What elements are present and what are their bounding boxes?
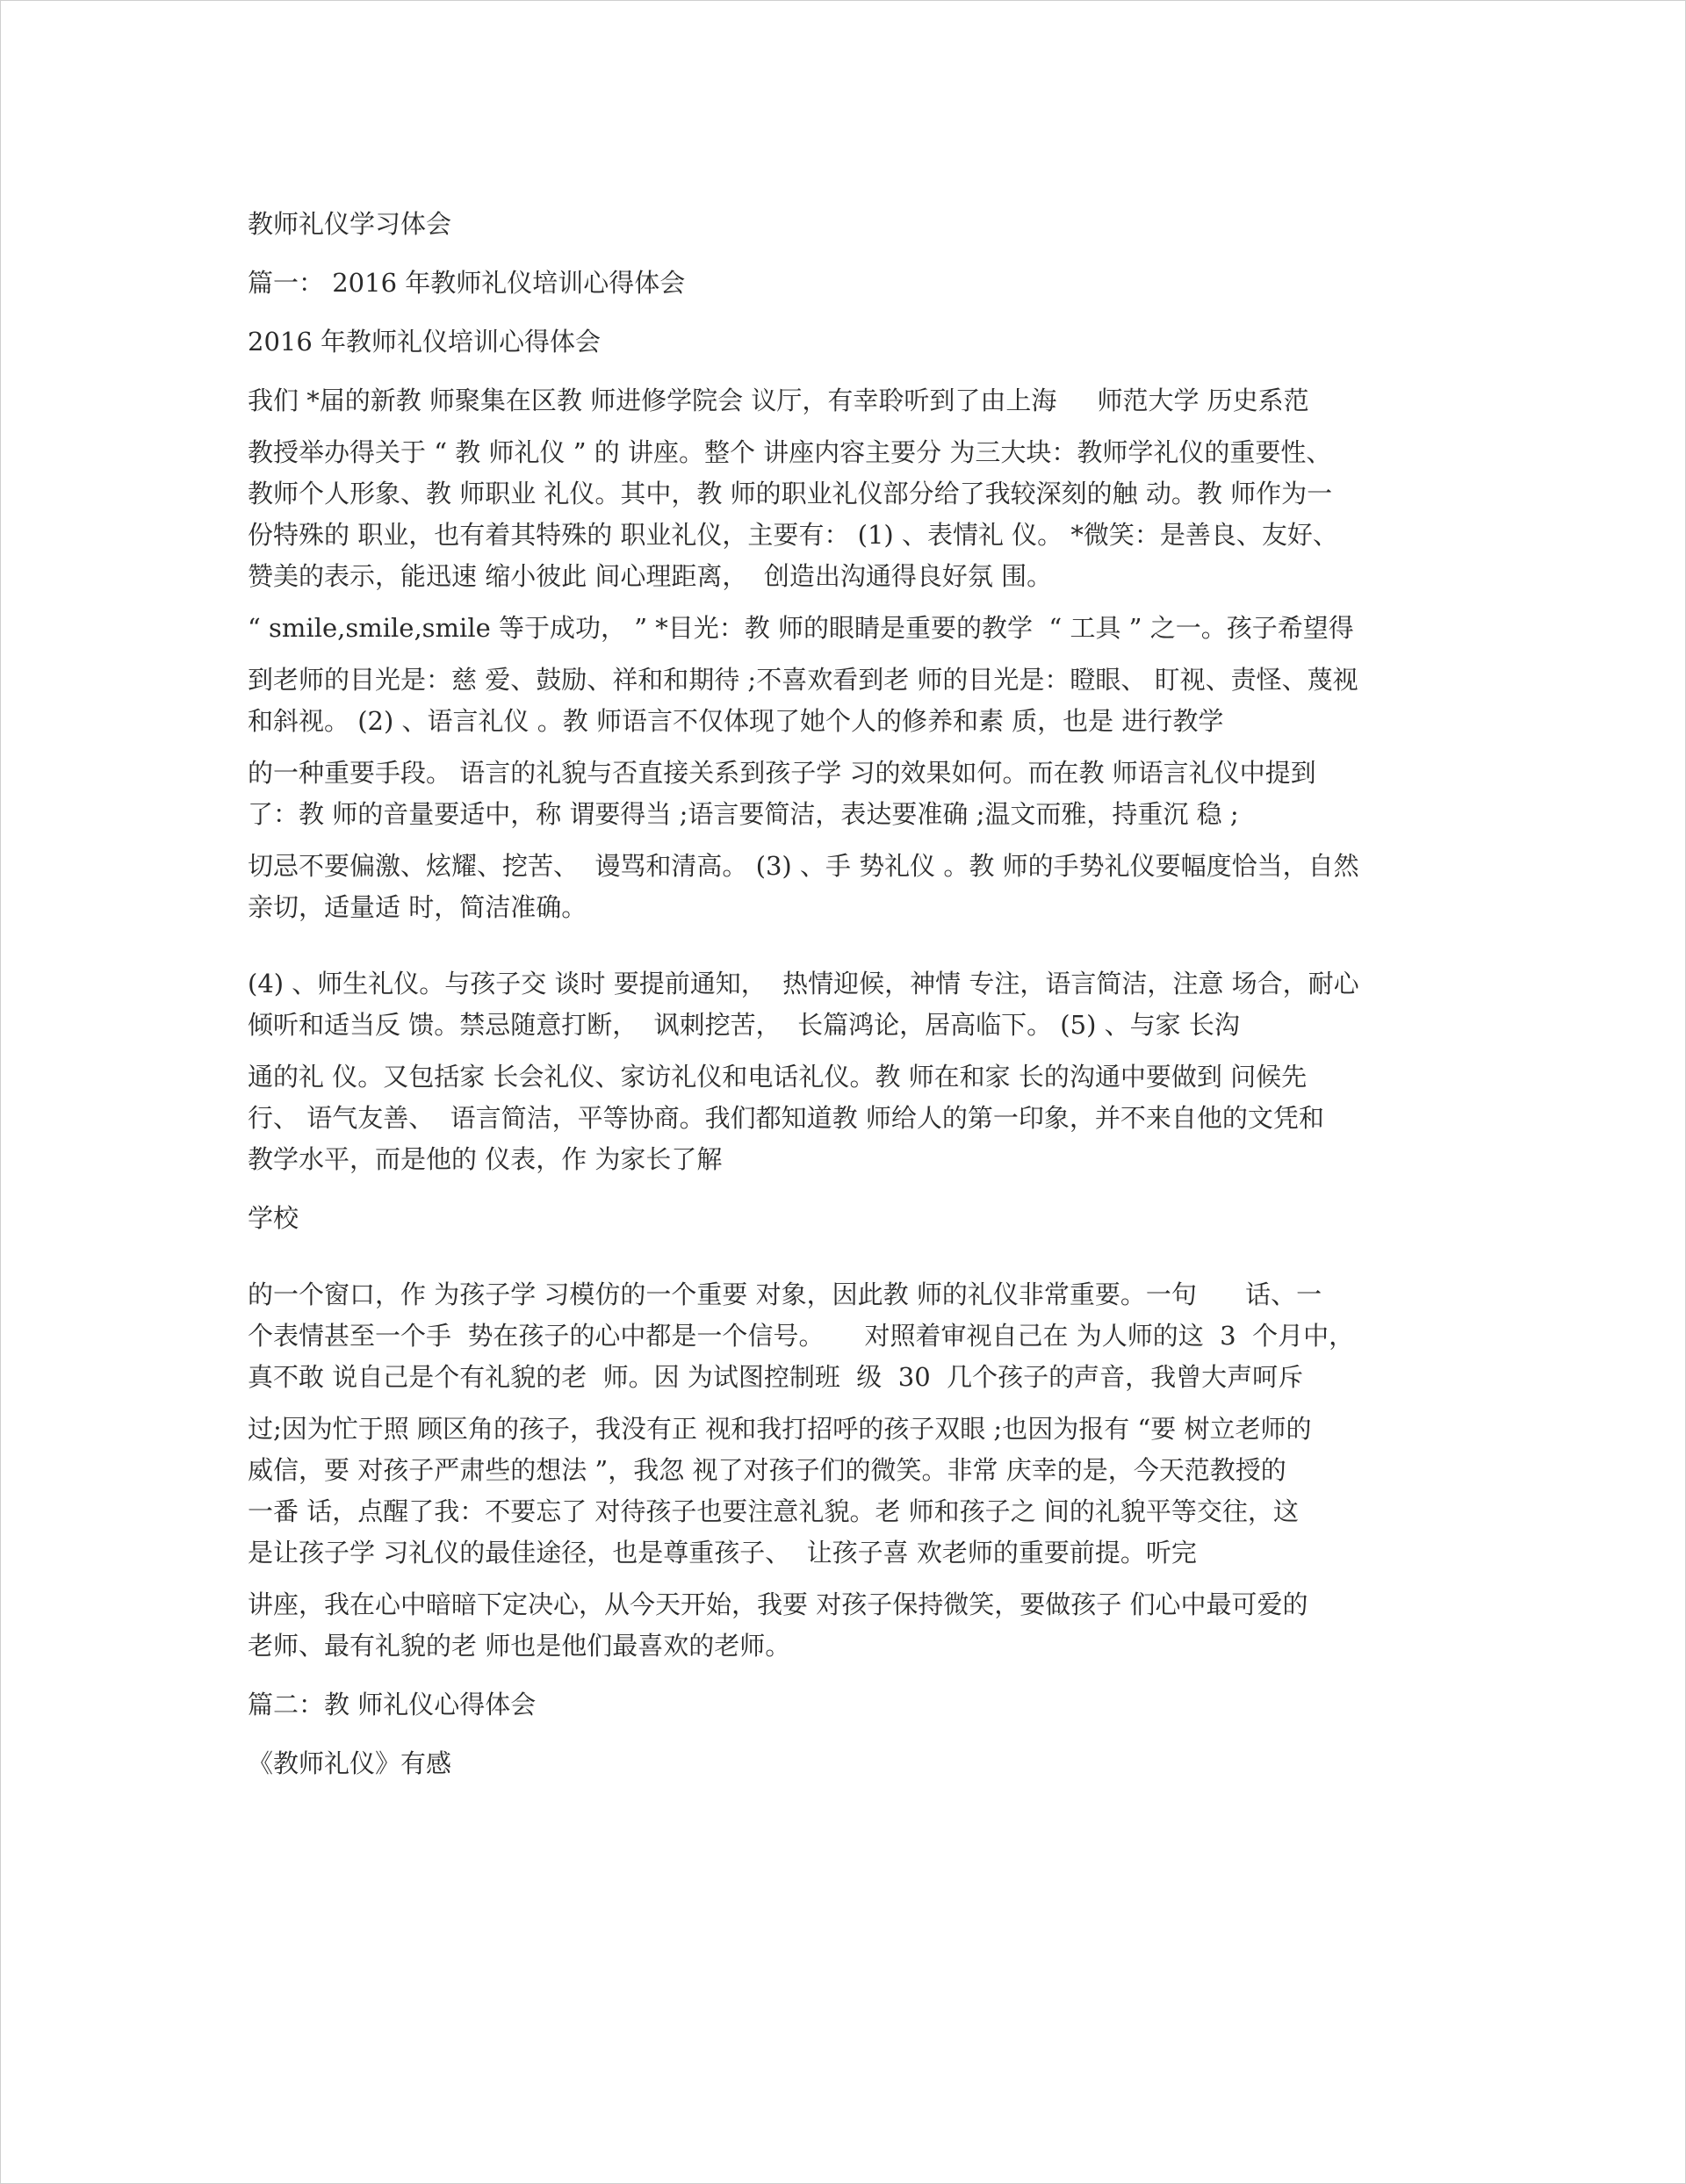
paragraph-line: 的一个窗口，作 为孩子学 习模仿的一个重要 对象，因此教 师的礼仪非常重要。一句 话、一 — [248, 1279, 1322, 1309]
paragraph-line: 过;因为忙于照 顾区角的孩子，我没有正 视和我打招呼的孩子双眼 ;也因为报有 “要 树立老师的 — [248, 1414, 1312, 1444]
paragraph-line: 行、 语气友善、 语言简洁，平等协商。我们都知道教 师给人的第一印象，并不来自他的文凭和 — [248, 1103, 1324, 1133]
paragraph-line: 通的礼 仪。又包括家 长会礼仪、家访礼仪和电话礼仪。教 师在和家 长的沟通中要做到 问候先 — [248, 1062, 1308, 1092]
paragraph-line: (4) 、师生礼仪。与孩子交 谈时 要提前通知， 热情迎候，神情 专注，语言简洁，注意 场合，耐心 — [248, 969, 1359, 998]
document-body — [248, 204, 1459, 1784]
paragraph-line: 到老师的目光是：慈 爱、鼓励、祥和和期待 ;不喜欢看到老 师的目光是：瞪眼、 盯视、责怪、蔑视 — [248, 665, 1358, 695]
paragraph-line: 教师个人形象、教 师职业 礼仪。其中，教 师的职业礼仪部分给了我较深刻的触 动。教 师作为一 — [248, 479, 1333, 508]
section-1-heading: 篇一： 2016 年教师礼仪培训心得体会 — [248, 268, 686, 298]
paragraph-line: 个表情甚至一个手 势在孩子的心中都是一个信号。 对照着审视自己在 为人师的这 3 个月中， — [248, 1321, 1355, 1351]
paragraph-line: 份特殊的 职业，也有着其特殊的 职业礼仪，主要有： (1) 、表情礼 仪。 *微笑：是善良、友好、 — [248, 520, 1338, 550]
section-2-heading: 篇二：教 师礼仪心得体会 — [248, 1690, 537, 1719]
document-title: 教师礼仪学习体会 — [248, 209, 452, 239]
paragraph-line: “ smile,smile,smile 等于成功， ” *目光：教 师的眼睛是重要的教学 “ 工具 ” 之一。孩子希望得 — [248, 613, 1354, 643]
paragraph-line: 我们 *届的新教 师聚集在区教 师进修学院会 议厅，有幸聆听到了由上海 师范大学 历史系范 — [248, 386, 1309, 415]
paragraph-line: 了：教 师的音量要适中，称 谓要得当 ;语言要简洁，表达要准确 ;温文而雅，持重沉 稳 ; — [248, 799, 1239, 829]
paragraph-line: 教学水平，而是他的 仪表，作 为家长了解 — [248, 1144, 723, 1174]
paragraph-line: 亲切，适量适 时，简洁准确。 — [248, 892, 587, 922]
paragraph-line: 一番 话，点醒了我：不要忘了 对待孩子也要注意礼貌。老 师和孩子之 间的礼貌平等交往，这 — [248, 1496, 1299, 1526]
paragraph-line: 讲座，我在心中暗暗下定决心，从今天开始，我要 对孩子保持微笑，要做孩子 们心中最可爱的 — [248, 1589, 1308, 1619]
paragraph-line: 倾听和适当反 馈。禁忌随意打断， 讽刺挖苦， 长篇鸿论，居高临下。 (5) 、与家 长沟 — [248, 1010, 1240, 1040]
section-2-subtitle: 《教师礼仪》有感 — [248, 1748, 452, 1778]
paragraph-line: 是让孩子学 习礼仪的最佳途径，也是尊重孩子、 让孩子喜 欢老师的重要前提。听完 — [248, 1538, 1197, 1568]
paragraph-line: 老师、最有礼貌的老 师也是他们最喜欢的老师。 — [248, 1631, 791, 1661]
paragraph-line: 教授举办得关于 “ 教 师礼仪 ” 的 讲座。整个 讲座内容主要分 为三大块：教师学礼仪的重要性、 — [248, 437, 1332, 467]
paragraph-line: 和斜视。 (2) 、语言礼仪 。教 师语言不仅体现了她个人的修养和素 质，也是 进行教学 — [248, 706, 1224, 736]
paragraph-line: 的一种重要手段。 语言的礼貌与否直接关系到孩子学 习的效果如何。而在教 师语言礼仪中提到 — [248, 758, 1316, 788]
section-1-subtitle: 2016 年教师礼仪培训心得体会 — [248, 327, 602, 357]
paragraph-line: 真不敢 说自己是个有礼貌的老 师。因 为试图控制班 级 30 几个孩子的声音，我曾大声呵斥 — [248, 1362, 1304, 1392]
paragraph-line: 学校 — [248, 1203, 299, 1233]
paragraph-line: 赞美的表示，能迅速 缩小彼此 间心理距离， 创造出沟通得良好氛 围。 — [248, 561, 1053, 591]
paragraph-line: 切忌不要偏激、炫耀、挖苦、 谩骂和清高。 (3) 、手 势礼仪 。教 师的手势礼仪要幅度恰当，自然 — [248, 851, 1359, 881]
paragraph-line: 威信，要 对孩子严肃些的想法 ”，我忽 视了对孩子们的微笑。非常 庆幸的是，今天范教授的 — [248, 1455, 1286, 1485]
